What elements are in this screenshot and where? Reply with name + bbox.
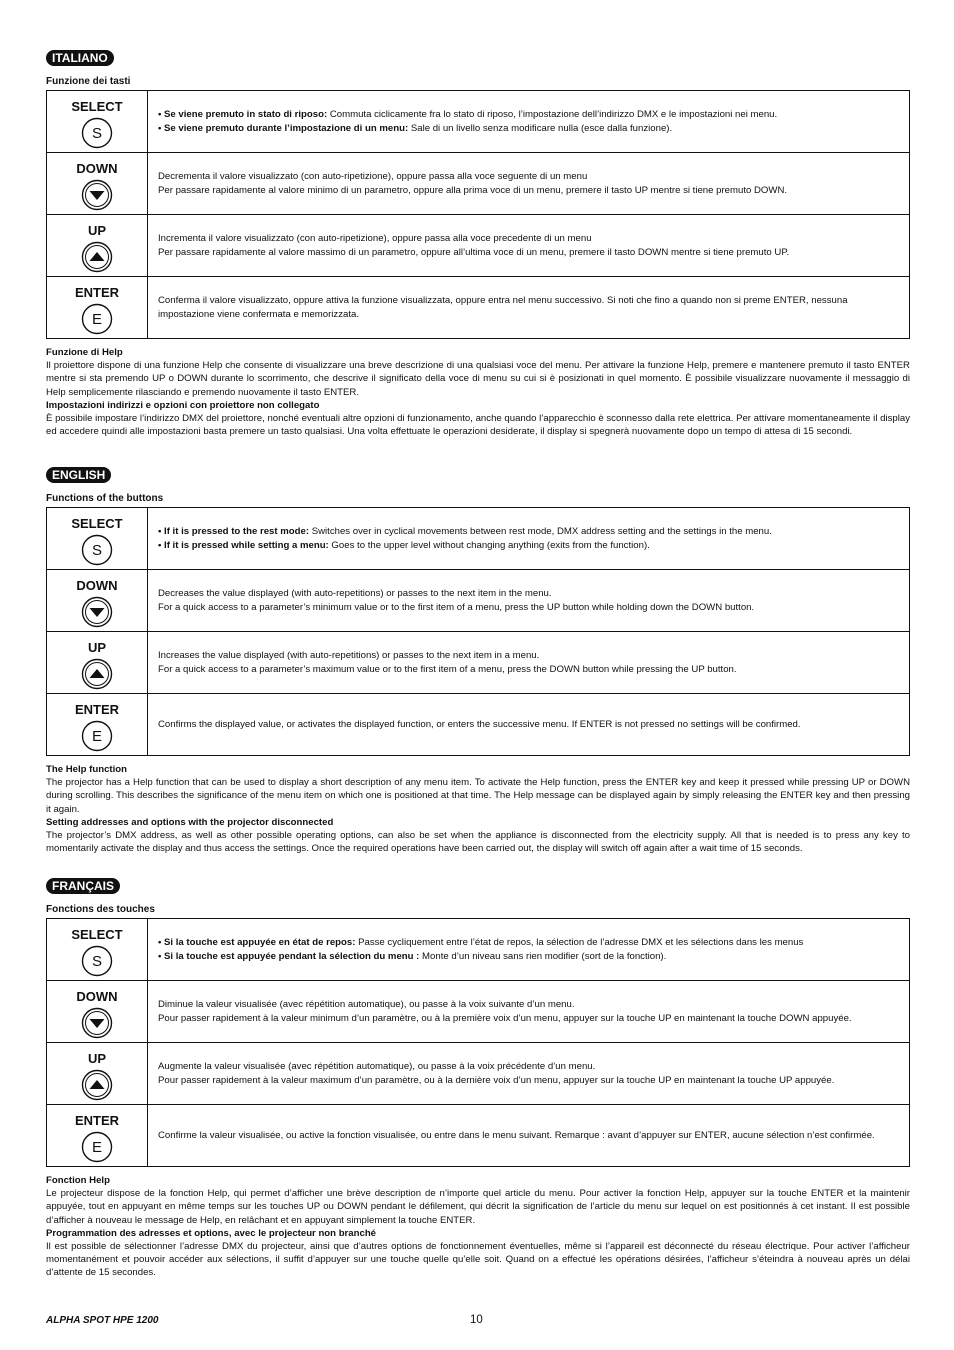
key-name: SELECT bbox=[71, 926, 123, 942]
description-lead: • Se viene premuto durante l’impostazione di un menu: bbox=[158, 122, 409, 134]
key-name: DOWN bbox=[76, 160, 118, 176]
description-text: Decreases the value displayed (with auto-repetitions) or passes to the next item in the menu. bbox=[158, 587, 552, 599]
description-line bbox=[158, 232, 899, 246]
description-line bbox=[158, 998, 899, 1012]
description-lead: • Si la touche est appuyée pendant la sélection du menu : bbox=[158, 950, 420, 962]
key-description bbox=[148, 508, 910, 570]
description-line bbox=[158, 718, 899, 732]
key-row-select bbox=[47, 508, 910, 570]
description-line bbox=[158, 587, 899, 601]
key-description bbox=[148, 277, 910, 339]
description-line bbox=[158, 950, 899, 964]
description-text: Passe cycliquement entre l’état de repos, la sélection de l’adresse DMX et les sélections dans les menus bbox=[355, 936, 804, 948]
key-cell bbox=[47, 277, 148, 339]
key-name: UP bbox=[87, 1050, 107, 1066]
description-text: Per passare rapidamente al valore massimo di un parametro, oppure all’ultima voce di un menu, premere il tasto DOWN mentre si tiene premuto UP. bbox=[158, 246, 790, 258]
description-line bbox=[158, 184, 899, 198]
key-description bbox=[148, 1043, 910, 1105]
up-key-icon bbox=[48, 241, 146, 273]
button-functions-table bbox=[46, 507, 910, 756]
section-francais bbox=[46, 877, 910, 1280]
footer-model: ALPHA SPOT HPE 1200 bbox=[46, 1315, 159, 1326]
key-cell bbox=[47, 215, 148, 277]
description-text: For a quick access to a parameter’s maximum value or to the first item of a menu, press the DOWN button while pressing the UP button. bbox=[158, 663, 737, 675]
select-key-icon bbox=[48, 534, 146, 566]
key-cell bbox=[47, 694, 148, 756]
description-line bbox=[158, 246, 899, 260]
page-number: 10 bbox=[470, 1314, 483, 1326]
svg-text:E: E bbox=[91, 1138, 103, 1156]
description-line bbox=[158, 294, 899, 322]
description-line bbox=[158, 108, 899, 122]
key-cell bbox=[47, 632, 148, 694]
key-name: ENTER bbox=[74, 1112, 120, 1128]
description-line bbox=[158, 1060, 899, 1074]
description-text: Confirms the displayed value, or activates the displayed function, or enters the successive menu. If ENTER is not pressed no settings will be confirmed. bbox=[158, 718, 801, 730]
section-subtitle: Funzione dei tasti bbox=[46, 76, 131, 87]
description-lead: • Se viene premuto in stato di riposo: bbox=[158, 108, 328, 120]
help-title: Fonction Help bbox=[46, 1175, 110, 1186]
description-text: Increases the value displayed (with auto-repetitions) or passes to the next item in a menu. bbox=[158, 649, 540, 661]
key-name: UP bbox=[87, 222, 107, 238]
description-text: Conferma il valore visualizzato, oppure attiva la funzione visualizzata, oppure entra nel menu successivo. Si noti che fino a quando non si preme ENTER, nessuna impostazione viene confermata e memorizzata. bbox=[158, 294, 848, 320]
key-row-up bbox=[47, 215, 910, 277]
key-cell bbox=[47, 91, 148, 153]
help-text: Le projecteur dispose de la fonction Help, qui permet d’afficher une brève description de n’importe quel article du menu. Pour activer la fonction Help, appuyer sur la touche ENTER et la maintenir appuyée, tout en appuyant en même temps sur les touches UP ou DOWN pendant le défilement, qui décrit la signification de l’article du menu sur lequel on est positionnés à cet instant. Il est possible d’afficher à nouveau le message de Help, en relâchant et en appuyant simplement la touche ENTER. bbox=[46, 1188, 910, 1226]
key-row-select bbox=[47, 91, 910, 153]
settings-title: Programmation des adresses et options, avec le projecteur non branché bbox=[46, 1227, 377, 1239]
key-description bbox=[148, 981, 910, 1043]
key-name: SELECT bbox=[71, 98, 123, 114]
key-row-up bbox=[47, 1043, 910, 1105]
key-name: DOWN bbox=[76, 988, 118, 1004]
key-description bbox=[148, 694, 910, 756]
key-cell bbox=[47, 508, 148, 570]
key-name: ENTER bbox=[74, 284, 120, 300]
description-line bbox=[158, 122, 899, 136]
key-row-enter bbox=[47, 1105, 910, 1167]
settings-text: The projector’s DMX address, as well as other possible operating options, can also be set when the appliance is disconnected from the electricity supply. All that is needed is to press any key to momentarily activate the display and thus access the settings. Once the required operations have been carried out, the display will switch off again after a wait time of 15 seconds. bbox=[46, 830, 910, 855]
svg-text:E: E bbox=[91, 727, 103, 745]
up-key-icon bbox=[48, 658, 146, 690]
description-text: Sale di un livello senza modificare nulla (esce dalla funzione). bbox=[408, 122, 673, 134]
up-key-icon bbox=[48, 1069, 146, 1101]
down-key-icon bbox=[48, 596, 146, 628]
svg-text:S: S bbox=[91, 124, 103, 142]
enter-key-icon bbox=[48, 1131, 146, 1163]
key-row-up bbox=[47, 632, 910, 694]
settings-title: Impostazioni indirizzi e opzioni con proiettore non collegato bbox=[46, 399, 320, 411]
language-badge: FRANÇAIS bbox=[46, 878, 120, 894]
language-badge: ITALIANO bbox=[46, 50, 114, 66]
description-text: Monte d’un niveau sans rien modifier (sort de la fonction). bbox=[419, 950, 667, 962]
key-row-down bbox=[47, 153, 910, 215]
key-row-enter bbox=[47, 277, 910, 339]
key-description bbox=[148, 91, 910, 153]
description-line bbox=[158, 1012, 899, 1026]
svg-text:E: E bbox=[91, 310, 103, 328]
key-cell bbox=[47, 570, 148, 632]
key-description bbox=[148, 919, 910, 981]
key-name: SELECT bbox=[71, 515, 123, 531]
button-functions-table bbox=[46, 90, 910, 339]
description-line bbox=[158, 539, 899, 553]
description-text: Decrementa il valore visualizzato (con auto-ripetizione), oppure passa alla voce seguente di un menu bbox=[158, 170, 588, 182]
key-cell bbox=[47, 1043, 148, 1105]
description-line bbox=[158, 525, 899, 539]
help-title: The Help function bbox=[46, 764, 128, 775]
key-cell bbox=[47, 1105, 148, 1167]
description-text: Diminue la valeur visualisée (avec répétition automatique), ou passe à la voix suivante d’un menu. bbox=[158, 998, 575, 1010]
description-lead: • Si la touche est appuyée en état de repos: bbox=[158, 936, 356, 948]
key-cell bbox=[47, 981, 148, 1043]
key-name: ENTER bbox=[74, 701, 120, 717]
description-lead: • If it is pressed to the rest mode: bbox=[158, 525, 310, 537]
description-line bbox=[158, 663, 899, 677]
key-cell bbox=[47, 919, 148, 981]
description-line bbox=[158, 170, 899, 184]
down-key-icon bbox=[48, 1007, 146, 1039]
section-italiano bbox=[46, 49, 910, 438]
settings-text: Il est possible de sélectionner l’adresse DMX du projecteur, ainsi que d’autres options de fonctionnement éventuelles, même si l’appareil est déconnecté du réseau électrique. Pour activer l’afficheur momentanément et pouvoir accéder aux sélections, il suffit d’appuyer sur une touche quelle qu’elle soit. Quand on a effectué les opérations désirées, l’afficheur s’éteindra à nouveau après un délai d’attente de 15 secondes. bbox=[46, 1241, 910, 1279]
key-row-down bbox=[47, 981, 910, 1043]
description-line bbox=[158, 1074, 899, 1088]
key-description bbox=[148, 570, 910, 632]
enter-key-icon bbox=[48, 720, 146, 752]
description-line bbox=[158, 649, 899, 663]
help-title: Funzione di Help bbox=[46, 347, 123, 358]
help-text: The projector has a Help function that can be used to display a short description of any menu item. To activate the Help function, press the ENTER key and keep it pressed while pressing UP or DOWN during scrolling. This describes the significance of the menu item on which one is positioned at that time. The Help message can be displayed again by simply releasing the ENTER key and then pressing it again. bbox=[46, 777, 910, 815]
key-row-enter bbox=[47, 694, 910, 756]
description-text: Pour passer rapidement à la valeur maximum d’un paramètre, ou à la dernière voix d’un menu, appuyer sur la touche UP en maintenant la touche UP appuyée. bbox=[158, 1074, 835, 1086]
description-lead: • If it is pressed while setting a menu: bbox=[158, 539, 329, 551]
description-text: Pour passer rapidement à la valeur minimum d’un paramètre, ou à la première voix d’un menu, appuyer sur la touche UP en maintenant la touche DOWN appuyée. bbox=[158, 1012, 852, 1024]
select-key-icon bbox=[48, 117, 146, 149]
language-badge: ENGLISH bbox=[46, 467, 111, 483]
section-subtitle: Functions of the buttons bbox=[46, 493, 164, 504]
key-description bbox=[148, 153, 910, 215]
description-text: Augmente la valeur visualisée (avec répétition automatique), ou passe à la voix précédente d’un menu. bbox=[158, 1060, 596, 1072]
key-description bbox=[148, 632, 910, 694]
svg-text:S: S bbox=[91, 952, 103, 970]
description-text: For a quick access to a parameter’s minimum value or to the first item of a menu, press the UP button while holding down the DOWN button. bbox=[158, 601, 755, 613]
settings-text: È possibile impostare l’indirizzo DMX del proiettore, nonché eventuali altre opzioni di funzionamento, anche quando l’apparecchio è sconnesso dalla rete elettrica. Per attivare momentaneamente il display ed accedere quindi alle impostazioni basta premere un tasto qualsiasi. Una volta effettuate le operazioni desiderate, il display si spegnerà nuovamente dopo un tempo di attesa di 15 secondi. bbox=[46, 413, 910, 438]
key-description bbox=[148, 1105, 910, 1167]
description-text: Commuta ciclicamente fra lo stato di riposo, l’impostazione dell’indirizzo DMX e le impostazioni nei menu. bbox=[327, 108, 778, 120]
svg-text:S: S bbox=[91, 541, 103, 559]
down-key-icon bbox=[48, 179, 146, 211]
button-functions-table bbox=[46, 918, 910, 1167]
key-row-select bbox=[47, 919, 910, 981]
section-english bbox=[46, 466, 910, 855]
description-text: Incrementa il valore visualizzato (con auto-ripetizione), oppure passa alla voce precedente di un menu bbox=[158, 232, 592, 244]
key-name: DOWN bbox=[76, 577, 118, 593]
description-line bbox=[158, 1129, 899, 1143]
key-cell bbox=[47, 153, 148, 215]
description-text: Confirme la valeur visualisée, ou active la fonction visualisée, ou entre dans le menu suivant. Remarque : avant d’appuyer sur ENTER, aucune sélection n’est confirmée. bbox=[158, 1129, 875, 1141]
description-text: Switches over in cyclical movements between rest mode, DMX address setting and the settings in the menu. bbox=[309, 525, 772, 537]
enter-key-icon bbox=[48, 303, 146, 335]
key-description bbox=[148, 215, 910, 277]
select-key-icon bbox=[48, 945, 146, 977]
section-subtitle: Fonctions des touches bbox=[46, 904, 155, 915]
key-row-down bbox=[47, 570, 910, 632]
description-text: Per passare rapidamente al valore minimo di un parametro, oppure alla prima voce di un menu, premere il tasto UP mentre si tiene premuto DOWN. bbox=[158, 184, 788, 196]
description-line bbox=[158, 936, 899, 950]
description-text: Goes to the upper level without changing anything (exits from the function). bbox=[328, 539, 650, 551]
key-name: UP bbox=[87, 639, 107, 655]
help-text: Il proiettore dispone di una funzione Help che consente di visualizzare una breve descrizione di una qualsiasi voce del menu. Per attivare la funzione Help, premere e mantenere premuto il tasto ENTER mentre si sta premendo UP o DOWN durante lo scorrimento, che descrive il significato della voce di menu su cui si è posizionati in quel momento. È possibile visualizzare nuovamente il messaggio di Help semplicemente rilasciando e premendo nuovamente il tasto ENTER. bbox=[46, 360, 910, 398]
settings-title: Setting addresses and options with the projector disconnected bbox=[46, 816, 334, 828]
description-line bbox=[158, 601, 899, 615]
